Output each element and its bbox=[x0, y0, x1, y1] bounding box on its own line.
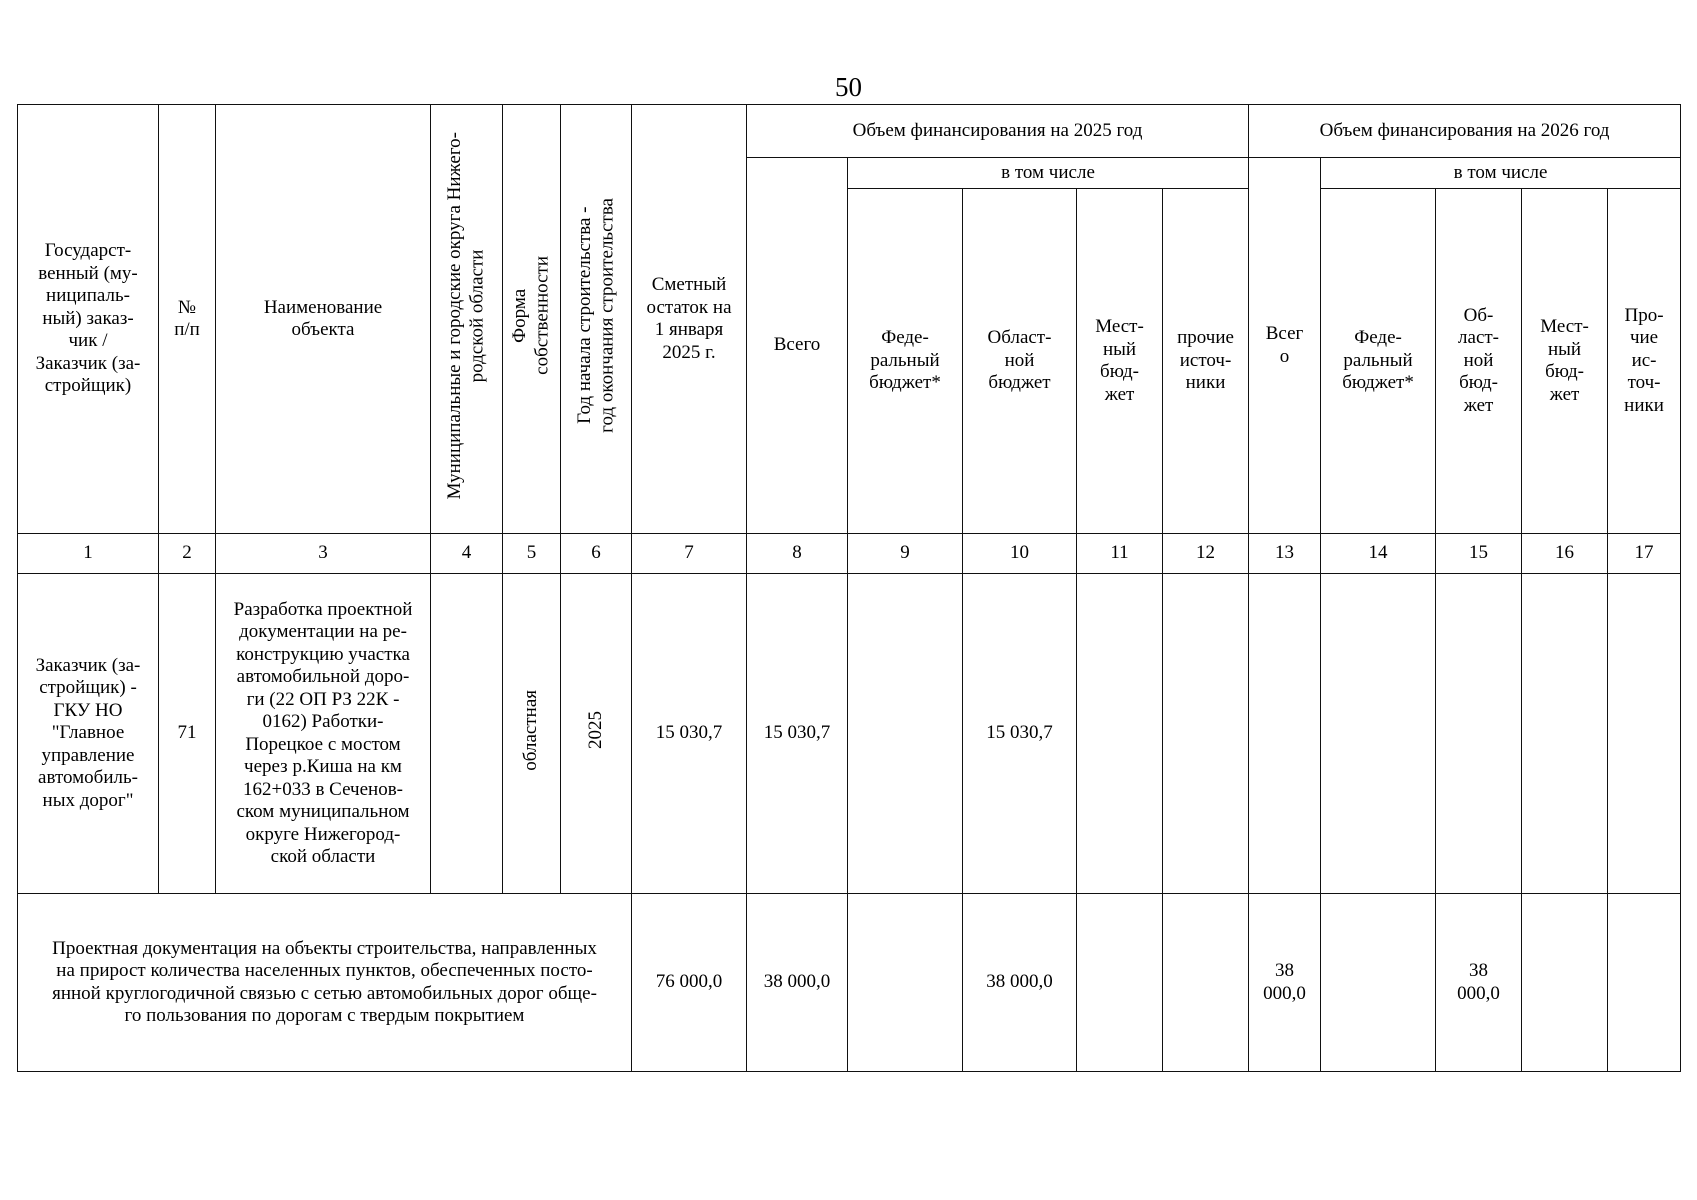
col-number: 9 bbox=[848, 534, 963, 574]
header-ownership: Форма собственности bbox=[503, 105, 561, 534]
object-other-2025 bbox=[1163, 574, 1249, 894]
header-federal-2025: Феде- ральный бюджет* bbox=[848, 189, 963, 534]
object-regional-2026 bbox=[1436, 574, 1522, 894]
col-number: 3 bbox=[216, 534, 431, 574]
financing-table bbox=[17, 104, 1681, 1072]
header-row-1 bbox=[18, 105, 1681, 158]
header-funding-2026: Объем финансирования на 2026 год bbox=[1249, 105, 1681, 158]
object-municipal bbox=[431, 574, 503, 894]
header-years: Год начала строительства - год окончания строительства bbox=[561, 105, 632, 534]
header-local-2025: Мест- ный бюд- жет bbox=[1077, 189, 1163, 534]
summary-regional-2025: 38 000,0 bbox=[963, 894, 1077, 1072]
col-number: 13 bbox=[1249, 534, 1321, 574]
col-number: 16 bbox=[1522, 534, 1608, 574]
header-municipal: Муниципальные и городские округа Нижего- родской области bbox=[431, 105, 503, 534]
object-federal-2025 bbox=[848, 574, 963, 894]
header-including-2026: в том числе bbox=[1321, 158, 1681, 189]
summary-regional-2026: 38 000,0 bbox=[1436, 894, 1522, 1072]
summary-federal-2025 bbox=[848, 894, 963, 1072]
object-name: Разработка проектной документации на ре- конструкцию участка автомобильной доро- ги (22 ОП РЗ 22К - 0162) Работки- Порецкое с мостом через р.Киша на км 162+033 в Сеченов- ском муниципальном округе Нижегород- ской области bbox=[216, 574, 431, 894]
col-number: 17 bbox=[1608, 534, 1681, 574]
header-remainder: Сметный остаток на 1 января 2025 г. bbox=[632, 105, 747, 534]
col-number: 10 bbox=[963, 534, 1077, 574]
header-object-name: Наименование объекта bbox=[216, 105, 431, 534]
col-number: 14 bbox=[1321, 534, 1436, 574]
summary-other-2026 bbox=[1608, 894, 1681, 1072]
header-customer: Государст- венный (му- ниципаль- ный) заказ- чик / Заказчик (за- стройщик) bbox=[18, 105, 159, 534]
header-regional-2026: Об- ласт- ной бюд- жет bbox=[1436, 189, 1522, 534]
object-customer: Заказчик (за- стройщик) - ГКУ НО "Главное управление автомобиль- ных дорог" bbox=[18, 574, 159, 894]
summary-remainder: 76 000,0 bbox=[632, 894, 747, 1072]
header-local-2026: Мест- ный бюд- жет bbox=[1522, 189, 1608, 534]
object-total-2025: 15 030,7 bbox=[747, 574, 848, 894]
col-number: 11 bbox=[1077, 534, 1163, 574]
table-row-summary bbox=[18, 894, 1681, 1072]
object-pp: 71 bbox=[159, 574, 216, 894]
page-number: 50 bbox=[835, 72, 862, 102]
col-number: 2 bbox=[159, 534, 216, 574]
object-remainder: 15 030,7 bbox=[632, 574, 747, 894]
object-local-2026 bbox=[1522, 574, 1608, 894]
object-total-2026 bbox=[1249, 574, 1321, 894]
header-pp: № п/п bbox=[159, 105, 216, 534]
object-other-2026 bbox=[1608, 574, 1681, 894]
col-number: 12 bbox=[1163, 534, 1249, 574]
summary-other-2025 bbox=[1163, 894, 1249, 1072]
col-number: 5 bbox=[503, 534, 561, 574]
header-other-2025: прочие источ- ники bbox=[1163, 189, 1249, 534]
col-number: 7 bbox=[632, 534, 747, 574]
header-funding-2025: Объем финансирования на 2025 год bbox=[747, 105, 1249, 158]
summary-total-2025: 38 000,0 bbox=[747, 894, 848, 1072]
header-total-2026: Всег о bbox=[1249, 158, 1321, 534]
header-other-2026: Про- чие ис- точ- ники bbox=[1608, 189, 1681, 534]
header-total-2025: Всего bbox=[747, 158, 848, 534]
table-row-object bbox=[18, 574, 1681, 894]
column-number-row bbox=[18, 534, 1681, 574]
summary-federal-2026 bbox=[1321, 894, 1436, 1072]
col-number: 4 bbox=[431, 534, 503, 574]
summary-local-2026 bbox=[1522, 894, 1608, 1072]
col-number: 15 bbox=[1436, 534, 1522, 574]
header-federal-2026: Феде- ральный бюджет* bbox=[1321, 189, 1436, 534]
object-federal-2026 bbox=[1321, 574, 1436, 894]
header-regional-2025: Област- ной бюджет bbox=[963, 189, 1077, 534]
header-including-2025: в том числе bbox=[848, 158, 1249, 189]
col-number: 8 bbox=[747, 534, 848, 574]
object-local-2025 bbox=[1077, 574, 1163, 894]
object-regional-2025: 15 030,7 bbox=[963, 574, 1077, 894]
object-years: 2025 bbox=[561, 574, 632, 894]
col-number: 1 bbox=[18, 534, 159, 574]
summary-total-2026: 38 000,0 bbox=[1249, 894, 1321, 1072]
object-ownership: областная bbox=[503, 574, 561, 894]
summary-local-2025 bbox=[1077, 894, 1163, 1072]
col-number: 6 bbox=[561, 534, 632, 574]
summary-label: Проектная документация на объекты строительства, направленных на прирост количества населенных пунктов, обеспеченных посто- янной круглогодичной связью с сетью автомобильных дорог обще- го пользования по дорогам с твердым покрытием bbox=[18, 894, 632, 1072]
